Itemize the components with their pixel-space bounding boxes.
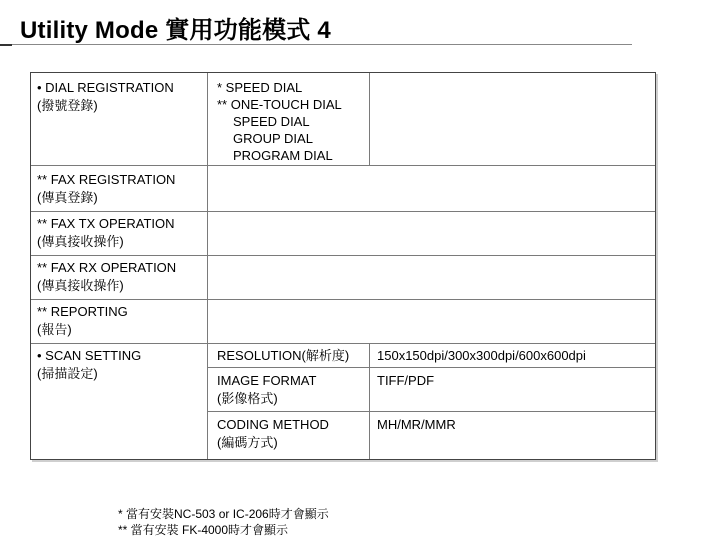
column-divider-1 [207,73,208,459]
fax-tx-label-zh: (傳真接收操作) [37,234,124,249]
row-divider [31,211,655,212]
settings-table [30,72,656,460]
dial-registration-label: • DIAL REGISTRATION [37,80,174,95]
coding-method-setting-value: MH/MR/MMR [377,417,456,432]
row-divider [207,367,655,368]
title-accent-mark [0,38,12,48]
fax-registration-label: ** FAX REGISTRATION [37,172,176,187]
row-divider [31,165,655,166]
resolution-setting-name: RESOLUTION(解析度) [217,348,350,363]
row-divider [207,411,655,412]
title-underline [12,44,632,45]
image-format-setting-value: TIFF/PDF [377,373,435,388]
fax-tx-label: ** FAX TX OPERATION [37,216,175,231]
coding-method-setting-name-zh: (編碼方式) [217,435,278,450]
dial-registration-label-zh: (撥號登錄) [37,98,98,113]
fax-rx-label-zh: (傳真接收操作) [37,278,124,293]
row-divider [31,343,655,344]
dial-option: SPEED DIAL [233,114,310,129]
image-format-setting-name-zh: (影像格式) [217,391,278,406]
page-title: Utility Mode 實用功能模式 4 [20,17,331,44]
resolution-setting-value: 150x150dpi/300x300dpi/600x600dpi [377,348,586,363]
column-divider-2 [369,73,370,165]
dial-option: PROGRAM DIAL [233,148,333,163]
footnote-single-star: * 當有安裝NC-503 or IC-206時才會顯示 [118,507,329,521]
footnote-double-star: ** 當有安裝 FK-4000時才會顯示 [118,523,289,537]
scan-setting-label-zh: (掃描設定) [37,366,98,381]
column-divider-3 [369,343,370,459]
reporting-label: ** REPORTING [37,304,128,319]
dial-option: * SPEED DIAL [217,80,303,95]
row-divider [31,255,655,256]
dial-option: GROUP DIAL [233,131,313,146]
row-divider [31,299,655,300]
fax-registration-label-zh: (傳真登錄) [37,190,98,205]
scan-setting-label: • SCAN SETTING [37,348,142,363]
dial-option: ** ONE-TOUCH DIAL [217,97,342,112]
reporting-label-zh: (報告) [37,322,72,337]
coding-method-setting-name: CODING METHOD [217,417,329,432]
image-format-setting-name: IMAGE FORMAT [217,373,317,388]
fax-rx-label: ** FAX RX OPERATION [37,260,177,275]
